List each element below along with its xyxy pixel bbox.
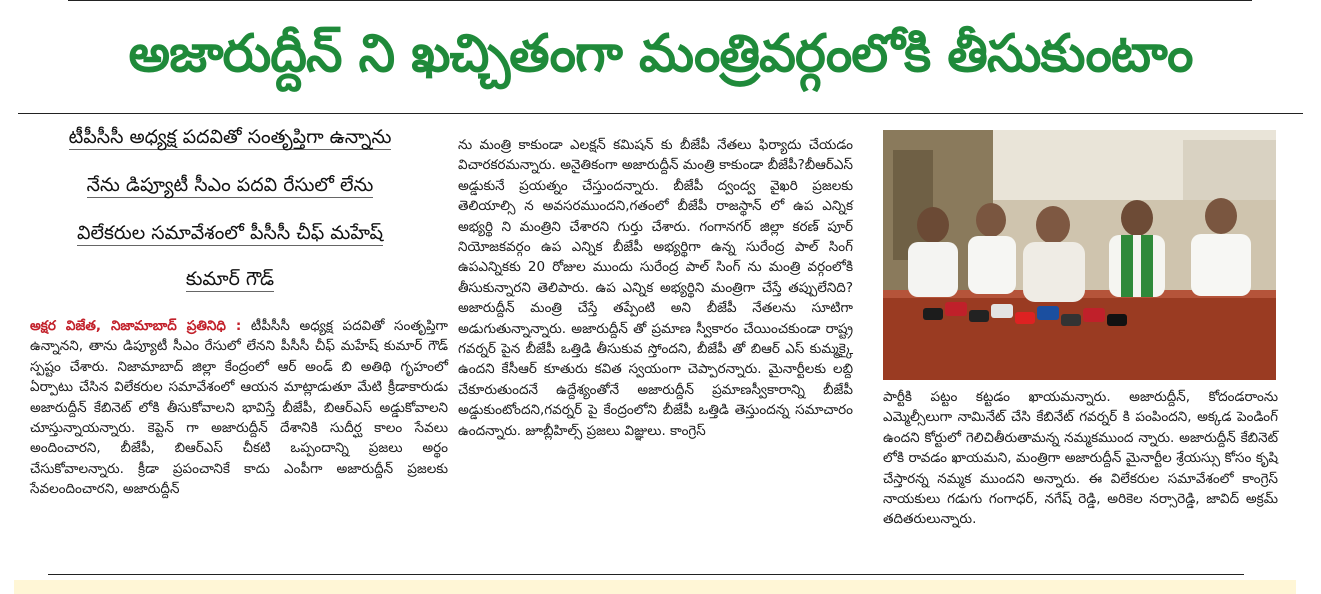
article-column-1 (30, 316, 448, 500)
column-1-text: టీపీసీసీ అధ్యక్ష పదవితో సంతృప్తిగా ఉన్నానని, తాను డిప్యూటీ సీఎం రేసులో లేనని పీసీసీ చీఫ్ మహేష్ కుమార్ గౌడ్ స్పష్టం చేశారు. నిజామాబాద్ జిల్లా కేంద్రంలో ఆర్ అండ్ బి అతిథి గృహంలో ఏర్పాటు చేసిన విలేకరుల సమావేశంలో ఆయన మాట్లాడుతూ మేటి క్రీడాకారుడు అజారుద్దీన్ కేబినెట్ లోకి తీసుకోవాలని భావిస్తే బీజేపీ, బిఆర్ఎస్ అడ్డుకోవాలని చూస్తున్నాయన్నారు. కెప్టెన్ గా అజారుద్దీన్ దేశానికి సుదీర్ఘ కాలం సేవలు అందించారని, బీజేపీ, బిఆర్ఎస్ చీకటి ఒప్పందాన్ని ప్రజలు అర్థం చేసుకోవాలన్నారు. క్రీడా ప్రపంచానికే కాదు ఎంపీగా అజారుద్దీన్ ప్రజలకు సేవలందించారని, అజారుద్దీన్ (30, 318, 448, 498)
subhead-4: కుమార్ గౌడ్ (185, 268, 275, 290)
column-2-text: ను మంత్రి కాకుండా ఎలక్షన్ కమిషన్ కు బీజేపీ నేతలు ఫిర్యాదు చేయడం విచారకరమన్నారు. అనైతికంగా అజారుద్దీన్ మంత్రి కాకుండా బీజేపీ?బీఆర్ఎస్ అడ్డుకునే ప్రయత్నం చేస్తుందన్నారు. బీజేపీ ద్వంద్వ వైఖరి ప్రజలకు తెలియాల్సి న అవసరముందని,గతంలో బీజేపీ రాజస్థాన్ లో ఉప ఎన్నిక అభ్యర్థి ని మంత్రిని చేశారని గుర్తు చేశారు. గంగానగర్ జిల్లా కరణ్ పూర్ నియోజకవర్గం ఉప ఎన్నిక బీజేపీ అభ్యర్థిగా ఉన్న సురేంద్ర పాల్ సింగ్ ఉపఎన్నికకు 20 రోజుల ముందు సురేంద్ర పాల్ సింగ్ ను మంత్రి వర్గంలోకి తీసుకున్నారని తెలిపారు. ఉప ఎన్నిక అభ్యర్థిని మంత్రిగా చేస్తే తప్పులేనిది? అజారుద్దీన్ మంత్రి చేస్తే తప్పేంటి అని బీజేపీ నేతలను సూటిగా అడుగుతున్నాన్నారు. అజారుద్దీన్ తో ప్రమాణ స్వీకారం చేయించకుండా రాష్ట్ర గవర్నర్ పైన బీజేపీ ఒత్తిడి తీసుకువ స్తోందని, బీజేపీ తో బిఆర్ ఎస్ కుమ్మక్కై ఉందని కేసీఆర్ కూతురు కవిత స్వయంగా చెప్పారన్నారు. మైనార్టీలకు లబ్ది చేకూరుతుందనే ఉద్దేశ్యంతోనే అజారుద్దీన్ ప్రమాణస్వీకారాన్ని బీజేపీ అడ్డుకుంటోందని,గవర్నర్ పై కేంద్రంలోని బీజేపీ ఒత్తిడి తెస్తుందన్న సమాచారం ఉందన్నారు. జూబ్లీహిల్స్ ప్రజలు విజ్ఞులు. కాంగ్రెస్ (458, 137, 853, 439)
subhead-3: విలేకరుల సమావేశంలో పీసీసీ చీఫ్ మహేష్ (77, 222, 383, 244)
column-3-text: పార్టీకి పట్టం కట్టడం ఖాయమన్నారు. అజారుద్దీన్, కోదండరాంను ఎమ్మెల్సీలుగా నామినేట్ చేసి కేబినేట్ గవర్నర్ కి పంపిందని, అక్కడ పెండింగ్ ఉందని కోర్టులో గెలిచితీరుతామన్న నమ్మకముంద న్నారు. అజారుద్దీన్ కేబినెట్ లోకి రావడం ఖాయమని, మంత్రిగా అజారుద్దీన్ మైనార్టీల శ్రేయస్సు కోసం కృషి చేస్తారన్న నమ్మక ముందని అన్నారు. ఈ విలేకరుల సమావేశంలో కాంగ్రెస్ నాయకులు గడుగు గంగాధర్, నగేష్ రెడ్డి, అరికెల నర్సారెడ్డి, జావిద్ అక్రమ్ తదితరులున్నారు. (883, 389, 1278, 528)
press-conference-photo (883, 130, 1276, 380)
headline: అజారుద్దీన్ ని ఖచ్చితంగా మంత్రివర్గంలోకి తీసుకుంటాం (128, 24, 1193, 84)
article-column-3 (883, 387, 1278, 530)
press-conference-illustration (883, 130, 1276, 380)
top-rule (68, 0, 1252, 1)
dateline: అక్షర విజేత, నిజామాబాద్ ప్రతినిధి : (30, 318, 242, 334)
bottom-rule (48, 574, 1244, 575)
subhead-1: టీపీసీసీ అధ్యక్ష పదవితో సంతృప్తిగా ఉన్నాను (68, 126, 392, 148)
headline-rule (18, 113, 1303, 114)
subhead-2: నేను డిప్యూటీ సీఎం పదవి రేసులో లేను (86, 174, 374, 196)
article-column-2 (458, 135, 853, 441)
footer-band (14, 580, 1296, 594)
